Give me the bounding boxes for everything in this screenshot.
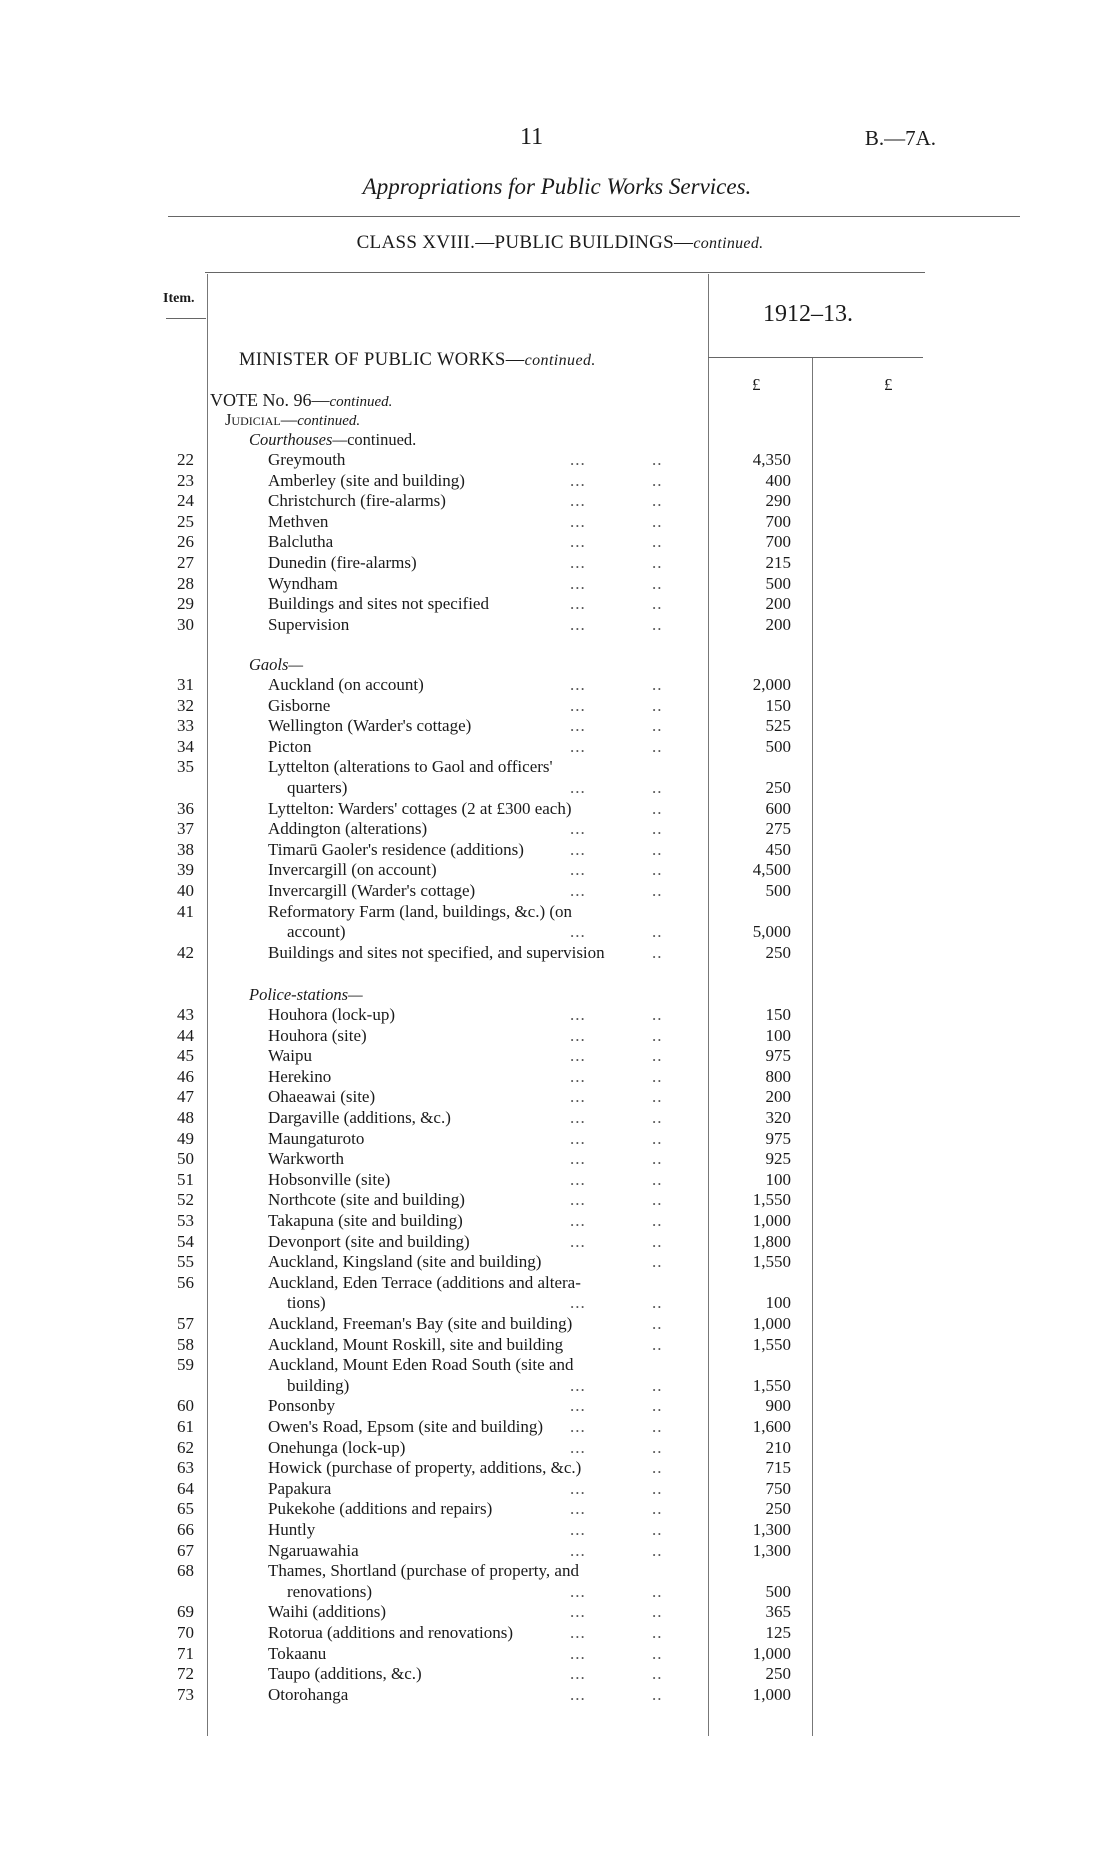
item-amount: 200 xyxy=(765,614,791,634)
item-number: 26 xyxy=(177,532,194,552)
currency-symbol-first-column: £ xyxy=(752,375,761,394)
item-description: Supervision xyxy=(268,614,350,634)
document-title: Appropriations for Public Works Services. xyxy=(362,174,752,199)
table-row: 26 Balclutha ... .. 700 xyxy=(177,532,791,552)
table-row: 45 Waipu ... .. 975 xyxy=(177,1046,791,1066)
table-row: 61 Owen's Road, Epsom (site and building) ... .. 1,600 xyxy=(177,1417,791,1436)
item-amount: 210 xyxy=(765,1437,791,1457)
table-row: 65 Pukekohe (additions and repairs) ... .. 250 xyxy=(177,1499,791,1519)
item-amount: 100 xyxy=(765,1293,791,1313)
class-heading-suffix: continued. xyxy=(693,235,764,252)
item-amount: 925 xyxy=(765,1149,791,1169)
item-number: 67 xyxy=(177,1540,194,1560)
item-description: Warkworth xyxy=(268,1149,345,1169)
class-heading-main: CLASS XVIII.—PUBLIC BUILDINGS— xyxy=(356,232,694,253)
item-number: 30 xyxy=(177,614,194,634)
item-number: 42 xyxy=(177,942,194,962)
item-number: 29 xyxy=(177,594,194,614)
item-description: Takapuna (site and building) xyxy=(268,1211,463,1230)
minister-heading-suffix: continued. xyxy=(524,352,596,369)
item-description: Devonport (site and building) xyxy=(268,1231,470,1251)
table-row: 53 Takapuna (site and building) ... .. 1,000 xyxy=(177,1211,791,1230)
table-row: 44 Houhora (site) ... .. 100 xyxy=(177,1025,791,1045)
item-description-continuation: tions) xyxy=(287,1293,326,1313)
item-description: Maungaturoto xyxy=(268,1128,365,1148)
item-description: Auckland, Freeman's Bay (site and building) xyxy=(268,1314,573,1333)
item-amount: 125 xyxy=(765,1623,791,1642)
table-row: 22 Greymouth ... .. 4,350 xyxy=(177,450,791,469)
item-amount: 150 xyxy=(765,1005,791,1024)
item-amount: 5,000 xyxy=(752,922,791,942)
item-amount: 1,000 xyxy=(752,1211,791,1230)
item-amount: 215 xyxy=(765,553,791,572)
item-number: 51 xyxy=(177,1169,194,1189)
item-number: 71 xyxy=(177,1643,194,1663)
table-row: 69 Waihi (additions) ... .. 365 xyxy=(177,1602,791,1622)
item-description: Rotorua (additions and renovations) xyxy=(268,1623,514,1642)
item-amount: 365 xyxy=(765,1602,791,1622)
table-top-rule xyxy=(205,272,925,273)
table-row: 63 Howick (purchase of property, additions, &c.) .. 715 xyxy=(177,1458,791,1478)
item-number: 27 xyxy=(177,553,194,572)
item-number: 37 xyxy=(177,819,194,839)
minister-heading xyxy=(239,350,596,371)
item-number: 69 xyxy=(177,1602,194,1622)
department-heading-suffix: continued. xyxy=(297,413,361,429)
item-number: 41 xyxy=(177,901,194,921)
item-number: 35 xyxy=(177,757,194,777)
item-amount: 400 xyxy=(765,470,791,490)
item-amount: 1,550 xyxy=(752,1334,791,1354)
title-rule xyxy=(168,216,1020,217)
table-row: 25 Methven ... .. 700 xyxy=(177,511,791,531)
section-heading xyxy=(249,655,303,675)
item-amount: 500 xyxy=(765,881,791,900)
vote-heading-suffix: continued. xyxy=(329,394,393,410)
table-row-continuation: renovations) ... .. 500 xyxy=(287,1581,791,1601)
item-description: Methven xyxy=(268,511,329,531)
year-column-header: 1912–13. xyxy=(763,301,853,327)
item-description: Thames, Shortland (purchase of property, and xyxy=(268,1561,579,1581)
item-amount: 275 xyxy=(765,819,791,839)
table-row: 36 Lyttelton: Warders' cottages (2 at £300 each) .. 600 xyxy=(177,798,791,818)
item-amount: 1,300 xyxy=(752,1520,791,1539)
item-description: Houhora (site) xyxy=(268,1025,367,1045)
item-description: Auckland, Kingsland (site and building) xyxy=(268,1252,542,1272)
item-amount: 100 xyxy=(765,1169,791,1189)
item-amount: 250 xyxy=(765,942,791,962)
table-row: 71 Tokaanu ... .. 1,000 xyxy=(177,1643,791,1663)
item-amount: 1,550 xyxy=(752,1252,791,1272)
item-amount: 1,000 xyxy=(752,1643,791,1663)
item-description: Wellington (Warder's cottage) xyxy=(268,716,472,736)
item-description: Owen's Road, Epsom (site and building) xyxy=(268,1417,544,1436)
item-description: Balclutha xyxy=(268,532,334,552)
item-number: 33 xyxy=(177,716,194,736)
item-amount: 200 xyxy=(765,594,791,614)
table-row: 49 Maungaturoto ... .. 975 xyxy=(177,1128,791,1148)
item-number: 52 xyxy=(177,1190,194,1210)
item-description: Lyttelton (alterations to Gaol and officers' xyxy=(268,757,553,777)
item-description: Taupo (additions, &c.) xyxy=(268,1664,422,1684)
section-heading-suffix: continued. xyxy=(347,430,417,449)
item-description: Auckland, Mount Eden Road South (site and xyxy=(268,1355,574,1375)
item-amount: 600 xyxy=(765,798,791,818)
item-number: 50 xyxy=(177,1149,194,1169)
item-amount: 525 xyxy=(765,716,791,736)
class-heading xyxy=(210,232,910,254)
section-heading-label: Gaols— xyxy=(249,655,304,674)
item-header-underline xyxy=(166,318,206,319)
page-number: 11 xyxy=(520,124,544,150)
item-description: Houhora (lock-up) xyxy=(268,1005,395,1024)
item-number: 44 xyxy=(177,1025,194,1045)
item-number: 23 xyxy=(177,470,194,490)
item-description: Dargaville (additions, &c.) xyxy=(268,1108,451,1127)
section-heading xyxy=(249,985,363,1005)
table-row: 58 Auckland, Mount Roskill, site and building .. 1,550 xyxy=(177,1334,791,1354)
table-row: 60 Ponsonby ... .. 900 xyxy=(177,1396,791,1416)
item-amount: 1,550 xyxy=(752,1190,791,1210)
table-row: 73 Otorohanga ... .. 1,000 xyxy=(177,1684,791,1704)
item-description: Papakura xyxy=(268,1478,332,1498)
item-description: Waihi (additions) xyxy=(268,1602,387,1622)
item-number: 64 xyxy=(177,1478,194,1498)
item-number: 49 xyxy=(177,1128,194,1148)
item-description-continuation: renovations) xyxy=(287,1581,372,1601)
vote-heading xyxy=(210,390,392,411)
item-number: 65 xyxy=(177,1499,194,1519)
item-number: 62 xyxy=(177,1437,194,1457)
item-amount: 200 xyxy=(765,1087,791,1107)
item-amount: 250 xyxy=(765,1499,791,1519)
item-description: Auckland, Mount Roskill, site and building xyxy=(268,1334,564,1354)
table-row: 34 Picton ... .. 500 xyxy=(177,736,791,756)
vote-heading-main: VOTE No. 96— xyxy=(210,390,330,410)
item-description: Picton xyxy=(268,736,312,756)
item-amount: 1,000 xyxy=(752,1314,791,1333)
item-description: Ponsonby xyxy=(268,1396,336,1416)
item-number: 48 xyxy=(177,1108,194,1127)
item-amount: 250 xyxy=(765,1664,791,1684)
item-description: Pukekohe (additions and repairs) xyxy=(268,1499,493,1519)
table-row xyxy=(0,1561,1114,1581)
table-row: 72 Taupo (additions, &c.) ... .. 250 xyxy=(177,1664,791,1684)
item-description: Hobsonville (site) xyxy=(268,1169,391,1189)
item-amount: 100 xyxy=(765,1025,791,1045)
item-description: Auckland (on account) xyxy=(268,675,424,694)
item-amount: 450 xyxy=(765,839,791,859)
item-number: 34 xyxy=(177,736,194,756)
section-heading-label: Courthouses— xyxy=(249,430,348,449)
item-amount: 1,600 xyxy=(752,1417,791,1436)
item-description: Invercargill (Warder's cottage) xyxy=(268,881,476,900)
item-number: 38 xyxy=(177,839,194,859)
item-number: 45 xyxy=(177,1046,194,1066)
item-amount: 975 xyxy=(765,1128,791,1148)
table-row xyxy=(0,1273,1114,1293)
table-row: 47 Ohaeawai (site) ... .. 200 xyxy=(177,1087,791,1107)
item-description: Gisborne xyxy=(268,695,331,715)
table-row: 64 Papakura ... .. 750 xyxy=(177,1478,791,1498)
item-description: Auckland, Eden Terrace (additions and altera- xyxy=(268,1272,581,1292)
table-row: 57 Auckland, Freeman's Bay (site and building) .. 1,000 xyxy=(177,1314,791,1333)
item-amount: 975 xyxy=(765,1046,791,1066)
item-number: 43 xyxy=(177,1005,194,1024)
item-amount: 500 xyxy=(765,573,791,593)
table-row: 31 Auckland (on account) ... .. 2,000 xyxy=(177,675,791,694)
item-number: 55 xyxy=(177,1252,194,1272)
item-description: Christchurch (fire-alarms) xyxy=(268,491,446,511)
item-description: Huntly xyxy=(268,1520,316,1539)
item-description: Onehunga (lock-up) xyxy=(268,1437,406,1457)
item-column-header: Item. xyxy=(163,291,195,306)
item-number: 31 xyxy=(177,675,194,694)
table-row-continuation: tions) ... .. 100 xyxy=(287,1293,791,1313)
item-description: Wyndham xyxy=(268,573,338,593)
item-amount: 700 xyxy=(765,511,791,531)
item-description: Ngaruawahia xyxy=(268,1540,359,1560)
item-description: Dunedin (fire-alarms) xyxy=(268,553,417,572)
item-description: Ohaeawai (site) xyxy=(268,1087,376,1107)
item-amount: 500 xyxy=(765,736,791,756)
table-row: 42 Buildings and sites not specified, and supervision .. 250 xyxy=(177,942,791,962)
item-number: 73 xyxy=(177,1684,194,1704)
item-description: Otorohanga xyxy=(268,1684,349,1704)
item-number: 66 xyxy=(177,1520,194,1539)
item-number: 70 xyxy=(177,1623,194,1642)
item-description: Reformatory Farm (land, buildings, &c.) (on xyxy=(268,901,573,921)
item-number: 63 xyxy=(177,1458,194,1478)
item-amount: 4,350 xyxy=(752,450,791,469)
item-description: Waipu xyxy=(268,1046,312,1066)
item-amount: 320 xyxy=(765,1108,791,1127)
table-row: 54 Devonport (site and building) ... .. 1,800 xyxy=(177,1231,791,1251)
item-number: 72 xyxy=(177,1664,194,1684)
table-row xyxy=(0,902,1114,922)
table-row: 33 Wellington (Warder's cottage) ... .. 525 xyxy=(177,716,791,736)
item-number: 57 xyxy=(177,1314,194,1333)
item-description: Herekino xyxy=(268,1066,332,1086)
item-description: Howick (purchase of property, additions, &c.) xyxy=(268,1458,582,1478)
item-number: 32 xyxy=(177,695,194,715)
department-heading-main: Judicial— xyxy=(225,410,298,429)
item-amount: 150 xyxy=(765,695,791,715)
item-amount: 500 xyxy=(765,1581,791,1601)
table-row: 46 Herekino ... .. 800 xyxy=(177,1066,791,1086)
table-row: 55 Auckland, Kingsland (site and building) .. 1,550 xyxy=(177,1252,791,1272)
item-amount: 1,550 xyxy=(752,1375,791,1395)
table-row: 43 Houhora (lock-up) ... .. 150 xyxy=(177,1005,791,1024)
item-number: 36 xyxy=(177,798,194,818)
table-row: 51 Hobsonville (site) ... .. 100 xyxy=(177,1169,791,1189)
table-row: 70 Rotorua (additions and renovations) ... .. 125 xyxy=(177,1623,791,1642)
item-amount: 2,000 xyxy=(752,675,791,694)
table-row-continuation: building) ... .. 1,550 xyxy=(287,1375,791,1395)
table-row: 50 Warkworth ... .. 925 xyxy=(177,1149,791,1169)
minister-heading-main: MINISTER OF PUBLIC WORKS— xyxy=(239,350,525,370)
document-reference: B.—7A. xyxy=(864,126,936,150)
item-number: 56 xyxy=(177,1272,194,1292)
item-description: Invercargill (on account) xyxy=(268,860,437,880)
item-number: 60 xyxy=(177,1396,194,1416)
year-header-underline xyxy=(708,357,923,358)
table-row: 67 Ngaruawahia ... .. 1,300 xyxy=(177,1540,791,1560)
item-number: 46 xyxy=(177,1066,194,1086)
item-number: 68 xyxy=(177,1561,194,1581)
item-description: Buildings and sites not specified, and supervision xyxy=(268,942,605,962)
item-description: Tokaanu xyxy=(268,1643,327,1663)
currency-symbol-second-column: £ xyxy=(884,375,893,394)
department-heading xyxy=(225,410,360,430)
item-number: 58 xyxy=(177,1334,194,1354)
item-number: 24 xyxy=(177,491,194,511)
table-row: 40 Invercargill (Warder's cottage) ... .. 500 xyxy=(177,881,791,900)
item-amount: 290 xyxy=(765,491,791,511)
item-amount: 1,800 xyxy=(752,1231,791,1251)
table-row xyxy=(0,757,1114,777)
item-number: 61 xyxy=(177,1417,194,1436)
item-number: 59 xyxy=(177,1355,194,1375)
item-description: Lyttelton: Warders' cottages (2 at £300 each) xyxy=(268,798,572,818)
table-row: 24 Christchurch (fire-alarms) ... .. 290 xyxy=(177,491,791,511)
item-amount: 800 xyxy=(765,1066,791,1086)
item-amount: 750 xyxy=(765,1478,791,1498)
table-row: 32 Gisborne ... .. 150 xyxy=(177,695,791,715)
table-row: 48 Dargaville (additions, &c.) ... .. 320 xyxy=(177,1108,791,1127)
item-description: Timarū Gaoler's residence (additions) xyxy=(268,839,524,859)
item-number: 40 xyxy=(177,881,194,900)
table-row: 23 Amberley (site and building) ... .. 400 xyxy=(177,470,791,490)
item-amount: 4,500 xyxy=(752,860,791,880)
section-heading xyxy=(249,430,416,450)
item-description: Buildings and sites not specified xyxy=(268,594,489,614)
item-amount: 1,000 xyxy=(752,1684,791,1704)
table-row: 38 Timarū Gaoler's residence (additions) ... .. 450 xyxy=(177,839,791,859)
item-description-continuation: building) xyxy=(287,1375,350,1395)
table-row: 39 Invercargill (on account) ... .. 4,500 xyxy=(177,860,791,880)
table-row: 28 Wyndham ... .. 500 xyxy=(177,573,791,593)
item-number: 53 xyxy=(177,1211,194,1230)
item-number: 28 xyxy=(177,573,194,593)
item-amount: 715 xyxy=(765,1458,791,1478)
item-description: Northcote (site and building) xyxy=(268,1190,465,1210)
item-number: 25 xyxy=(177,511,194,531)
table-row: 29 Buildings and sites not specified ... .. 200 xyxy=(177,594,791,614)
item-description: Addington (alterations) xyxy=(268,819,428,839)
table-row xyxy=(0,1355,1114,1375)
table-row: 62 Onehunga (lock-up) ... .. 210 xyxy=(177,1437,791,1457)
item-number: 47 xyxy=(177,1087,194,1107)
table-row: 66 Huntly ... .. 1,300 xyxy=(177,1520,791,1539)
item-number: 54 xyxy=(177,1231,194,1251)
item-amount: 700 xyxy=(765,532,791,552)
item-description: Amberley (site and building) xyxy=(268,470,465,490)
table-row: 37 Addington (alterations) ... .. 275 xyxy=(177,819,791,839)
table-row-continuation: account) ... .. 5,000 xyxy=(287,922,791,942)
table-row: 52 Northcote (site and building) ... .. 1,550 xyxy=(177,1190,791,1210)
item-description: Greymouth xyxy=(268,450,346,469)
section-heading-label: Police-stations— xyxy=(249,985,363,1004)
item-number: 39 xyxy=(177,860,194,880)
item-amount: 1,300 xyxy=(752,1540,791,1560)
table-row-continuation: quarters) ... .. 250 xyxy=(287,778,791,797)
item-description-continuation: quarters) xyxy=(287,778,348,797)
table-row: 27 Dunedin (fire-alarms) ... .. 215 xyxy=(177,553,791,572)
item-description-continuation: account) xyxy=(287,922,346,942)
item-number: 22 xyxy=(177,450,194,469)
item-amount: 250 xyxy=(765,778,791,797)
item-amount: 900 xyxy=(765,1396,791,1416)
table-row: 30 Supervision ... .. 200 xyxy=(177,614,791,634)
